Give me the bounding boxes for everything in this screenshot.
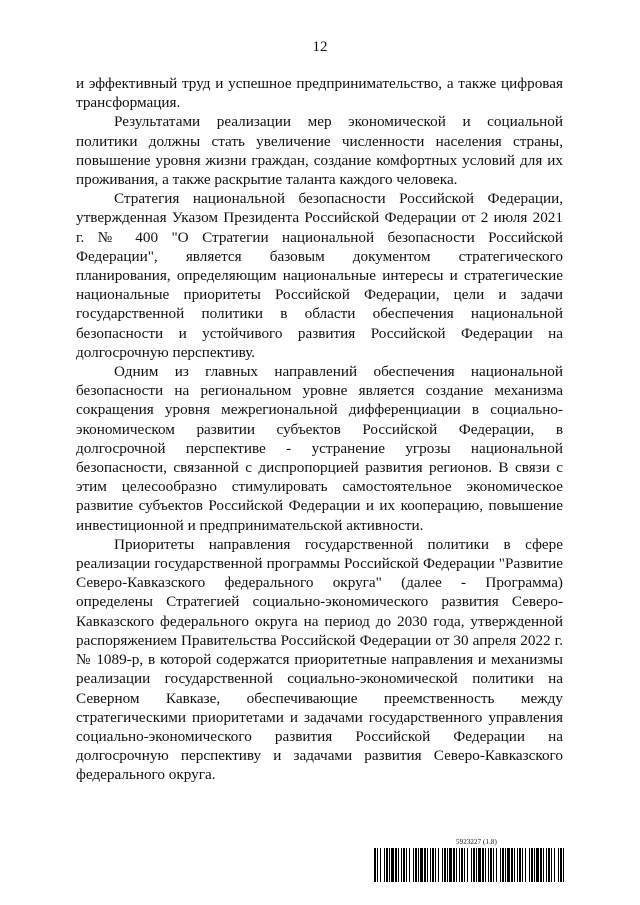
paragraph: Стратегия национальной безопасности Российской Федерации, утвержденная Указом Президента Российской Федерации от 2 июля 2021 г. № 400 "О Стратегии национальной безопасности Российской Федерации", является базовым документом стратегического планирования, определяющим национальные интересы и стратегические национальные приоритеты Российской Федерации, цели и задачи государственной политики в области обеспечения национальной безопасности и устойчивого развития Российской Федерации на долгосрочную перспективу. [76, 190, 563, 361]
paragraph: Одним из главных направлений обеспечения национальной безопасности на региональном уровне является создание механизма сокращения уровня межрегиональной дифференциации в социально-экономическом развитии субъектов Российской Федерации, в долгосрочной перспективе - устранение угрозы национальной безопасности, связанной с диспропорцией развития регионов. В связи с этим целесообразно стимулировать самостоятельное экономическое развитие субъектов Российской Федерации и их кооперацию, повышение инвестиционной и предпринимательской активности. [76, 363, 563, 534]
barcode-image [374, 848, 564, 882]
document-body [76, 74, 563, 785]
page-number: 12 [312, 39, 328, 55]
document-code: 5923227 (1.8) [456, 838, 497, 846]
paragraph: Приоритеты направления государственной политики в сфере реализации государственной программы Российской Федерации "Развитие Северо-Кавказского федерального округа" (далее - Программа) определены Стратегией социально-экономического развития Северо-Кавказского федерального округа на период до 2030 года, утвержденной распоряжением Правительства Российской Федерации от 30 апреля 2022 г. № 1089-р, в которой содержатся приоритетные направления и механизмы реализации государственной социально-экономической политики на Северном Кавказе, обеспечивающие преемственность между стратегическими приоритетами и задачами государственного управления социально-экономического развития Российской Федерации на долгосрочную перспективу и задачами развития Северо-Кавказского федерального округа. [76, 535, 563, 784]
paragraph: и эффективный труд и успешное предпринимательство, а также цифровая трансформация. [76, 75, 563, 112]
paragraph: Результатами реализации мер экономической и социальной политики должны стать увеличение численности населения страны, повышение уровня жизни граждан, создание комфортных условий для их проживания, а также раскрытие таланта каждого человека. [76, 113, 563, 189]
